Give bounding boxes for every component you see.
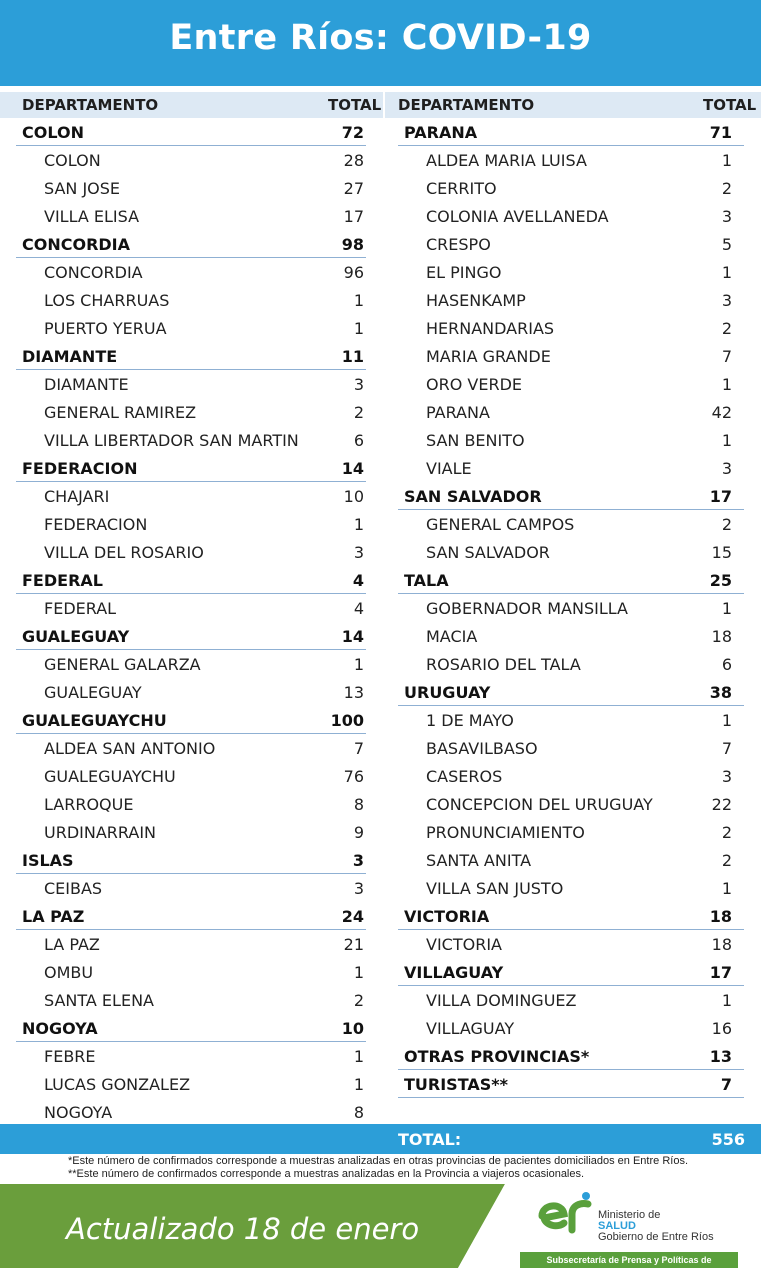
department-name: TALA [404,571,449,590]
locality-name: FEDERACION [44,515,148,534]
department-name: PARANA [404,123,478,142]
department-row [16,706,366,734]
locality-total: 15 [711,543,732,562]
department-row [16,342,366,370]
er-logo-icon [520,1190,596,1240]
locality-name: EL PINGO [426,263,502,282]
locality-name: OMBU [44,963,94,982]
locality-row [398,622,744,650]
locality-row [16,874,366,902]
locality-total: 7 [721,347,732,366]
locality-name: LOS CHARRUAS [44,291,170,310]
locality-name: DIAMANTE [44,375,129,394]
department-row [398,566,744,594]
locality-row [16,286,366,314]
locality-row [398,986,744,1014]
department-name: LA PAZ [22,907,85,926]
locality-row [398,342,744,370]
locality-row [16,790,366,818]
footnotes [68,1155,758,1181]
department-name: OTRAS PROVINCIAS* [404,1047,590,1066]
department-total: 98 [341,235,364,254]
locality-total: 8 [353,795,364,814]
department-row [16,902,366,930]
locality-total: 2 [721,179,732,198]
locality-row [398,286,744,314]
locality-total: 1 [353,291,364,310]
locality-name: SAN BENITO [426,431,525,450]
total-bar [0,1124,761,1154]
locality-total: 7 [721,739,732,758]
locality-name: CERRITO [426,179,497,198]
department-total: 3 [352,851,364,870]
locality-row [398,370,744,398]
locality-name: MACIA [426,627,478,646]
locality-row [398,454,744,482]
total-value: 556 [711,1130,745,1149]
locality-name: VILLAGUAY [426,1019,515,1038]
department-total: 24 [341,907,364,926]
footnote-2: **Este número de confirmados corresponde a muestras analizadas en la Provincia a viajeros ocasionales. [68,1168,585,1180]
locality-name: ROSARIO DEL TALA [426,655,581,674]
locality-total: 3 [721,459,732,478]
department-name: VILLAGUAY [404,963,504,982]
locality-name: SAN JOSE [44,179,121,198]
department-total: 100 [330,711,364,730]
locality-name: MARIA GRANDE [426,347,551,366]
locality-row [398,230,744,258]
locality-total: 3 [721,767,732,786]
locality-row [16,1042,366,1070]
locality-row [398,174,744,202]
locality-row [398,426,744,454]
locality-name: GENERAL GALARZA [44,655,201,674]
department-total: 10 [341,1019,364,1038]
locality-row [398,202,744,230]
department-total: 17 [709,963,732,982]
locality-name: COLON [44,151,101,170]
department-name: VICTORIA [404,907,490,926]
department-row [16,1014,366,1042]
department-row [398,902,744,930]
locality-name: HASENKAMP [426,291,526,310]
locality-name: CONCEPCION DEL URUGUAY [426,795,653,814]
locality-total: 27 [343,179,364,198]
locality-total: 96 [343,263,364,282]
locality-total: 2 [721,319,732,338]
locality-row [16,594,366,622]
locality-row [16,510,366,538]
locality-row [16,818,366,846]
locality-name: CASEROS [426,767,503,786]
locality-total: 1 [721,879,732,898]
column-header-left [0,92,383,118]
footnote-1: *Este número de confirmados corresponde a muestras analizadas en otras provincias de pacientes domiciliados en Entre Ríos. [68,1155,688,1167]
department-total: 14 [341,459,364,478]
locality-name: CRESPO [426,235,491,254]
locality-row [398,734,744,762]
locality-name: 1 DE MAYO [426,711,514,730]
locality-name: VILLA DEL ROSARIO [44,543,204,562]
locality-total: 6 [353,431,364,450]
department-name: GUALEGUAYCHU [22,711,167,730]
locality-name: PRONUNCIAMIENTO [426,823,585,842]
locality-total: 10 [343,487,364,506]
department-name: SAN SALVADOR [404,487,542,506]
locality-row [16,370,366,398]
locality-total: 21 [343,935,364,954]
department-name: FEDERAL [22,571,103,590]
locality-total: 1 [353,515,364,534]
page-title: Entre Ríos: COVID-19 [169,18,592,58]
locality-name: VILLA SAN JUSTO [426,879,564,898]
locality-row [16,1070,366,1098]
locality-total: 13 [343,683,364,702]
locality-row [398,510,744,538]
locality-total: 1 [721,991,732,1010]
locality-total: 1 [353,1047,364,1066]
locality-name: ALDEA MARIA LUISA [426,151,587,170]
locality-row [398,706,744,734]
department-total: 13 [709,1047,732,1066]
locality-row [16,482,366,510]
locality-total: 1 [353,655,364,674]
locality-row [16,146,366,174]
locality-name: PUERTO YERUA [44,319,167,338]
locality-total: 3 [353,543,364,562]
locality-total: 3 [721,207,732,226]
locality-row [16,202,366,230]
locality-row [16,734,366,762]
page-header [0,0,761,86]
department-row [16,622,366,650]
locality-total: 1 [353,1075,364,1094]
department-total: 7 [720,1075,732,1094]
locality-row [398,650,744,678]
department-row [16,846,366,874]
locality-name: ORO VERDE [426,375,522,394]
locality-name: GUALEGUAY [44,683,142,702]
locality-name: LA PAZ [44,935,100,954]
locality-name: COLONIA AVELLANEDA [426,207,609,226]
locality-row [16,174,366,202]
locality-total: 2 [353,991,364,1010]
department-name: TURISTAS** [404,1075,509,1094]
locality-total: 28 [343,151,364,170]
department-name: URUGUAY [404,683,491,702]
locality-row [16,762,366,790]
locality-name: CONCORDIA [44,263,143,282]
subsecretaria-label: Subsecretaría de Prensa y Políticas de Comunicación [520,1252,738,1268]
department-total: 4 [352,571,364,590]
locality-row [398,846,744,874]
department-row [16,230,366,258]
footer [0,1184,761,1280]
locality-row [398,762,744,790]
locality-total: 22 [711,795,732,814]
department-total: 11 [341,347,364,366]
locality-total: 6 [721,655,732,674]
locality-total: 18 [711,935,732,954]
department-total: 17 [709,487,732,506]
locality-name: VIALE [426,459,472,478]
department-name: CONCORDIA [22,235,131,254]
column-header-right [385,92,761,118]
locality-row [16,314,366,342]
department-row [398,1042,744,1070]
locality-total: 7 [353,739,364,758]
locality-row [16,930,366,958]
locality-name: URDINARRAIN [44,823,156,842]
locality-total: 1 [353,963,364,982]
locality-row [398,874,744,902]
department-row [398,1070,744,1098]
locality-name: GUALEGUAYCHU [44,767,176,786]
locality-total: 76 [343,767,364,786]
column-header-total: TOTAL [703,96,757,114]
locality-total: 4 [353,599,364,618]
locality-name: PARANA [426,403,490,422]
locality-total: 3 [721,291,732,310]
department-row [16,118,366,146]
locality-total: 42 [711,403,732,422]
locality-row [398,398,744,426]
locality-total: 2 [353,403,364,422]
locality-total: 1 [353,319,364,338]
department-row [398,118,744,146]
locality-row [398,594,744,622]
department-row [398,678,744,706]
locality-total: 1 [721,375,732,394]
locality-total: 2 [721,851,732,870]
locality-name: GENERAL CAMPOS [426,515,575,534]
locality-row [16,426,366,454]
locality-row [398,1014,744,1042]
locality-total: 3 [353,375,364,394]
locality-total: 16 [711,1019,732,1038]
locality-row [16,958,366,986]
locality-row [16,398,366,426]
locality-total: 8 [353,1103,364,1122]
locality-name: SANTA ELENA [44,991,154,1010]
locality-name: FEBRE [44,1047,96,1066]
locality-total: 1 [721,431,732,450]
department-row [398,958,744,986]
column-header-dept: DEPARTAMENTO [22,96,159,114]
locality-row [398,818,744,846]
department-row [16,454,366,482]
locality-row [398,146,744,174]
locality-total: 2 [721,515,732,534]
department-name: GUALEGUAY [22,627,130,646]
department-total: 18 [709,907,732,926]
locality-name: CEIBAS [44,879,103,898]
locality-row [16,538,366,566]
locality-row [398,314,744,342]
locality-row [16,258,366,286]
locality-total: 3 [353,879,364,898]
locality-row [398,930,744,958]
department-total: 72 [341,123,364,142]
locality-total: 9 [353,823,364,842]
locality-name: ALDEA SAN ANTONIO [44,739,216,758]
locality-name: LUCAS GONZALEZ [44,1075,191,1094]
department-row [398,482,744,510]
locality-name: SAN SALVADOR [426,543,550,562]
column-header-dept: DEPARTAMENTO [398,96,535,114]
locality-name: GENERAL RAMIREZ [44,403,197,422]
locality-name: LARROQUE [44,795,134,814]
department-total: 25 [709,571,732,590]
locality-name: NOGOYA [44,1103,113,1122]
locality-name: GOBERNADOR MANSILLA [426,599,628,618]
department-name: NOGOYA [22,1019,98,1038]
locality-row [16,1098,366,1126]
locality-name: VILLA ELISA [44,207,140,226]
locality-name: VILLA DOMINGUEZ [426,991,577,1010]
locality-total: 17 [343,207,364,226]
locality-total: 1 [721,263,732,282]
locality-total: 1 [721,711,732,730]
ministerio-line: Ministerio de [598,1209,661,1221]
ministerio-salud: SALUD [598,1220,636,1232]
locality-total: 18 [711,627,732,646]
department-name: FEDERACION [22,459,138,478]
department-total: 14 [341,627,364,646]
ministerio-label [598,1210,714,1243]
locality-name: VILLA LIBERTADOR SAN MARTIN [44,431,299,450]
locality-total: 1 [721,599,732,618]
locality-row [398,258,744,286]
locality-row [16,650,366,678]
locality-name: HERNANDARIAS [426,319,555,338]
locality-name: CHAJARI [44,487,110,506]
total-label: TOTAL: [398,1130,462,1149]
column-header-total: TOTAL [328,96,382,114]
locality-name: BASAVILBASO [426,739,538,758]
department-total: 71 [709,123,732,142]
department-name: COLON [22,123,84,142]
locality-row [16,986,366,1014]
ministerio-gobierno: Gobierno de Entre Ríos [598,1231,714,1243]
locality-total: 2 [721,823,732,842]
locality-total: 5 [721,235,732,254]
locality-total: 1 [721,151,732,170]
updated-date: Actualizado 18 de enero [66,1212,420,1246]
department-name: DIAMANTE [22,347,118,366]
locality-name: VICTORIA [426,935,502,954]
locality-row [398,538,744,566]
locality-name: SANTA ANITA [426,851,532,870]
department-total: 38 [709,683,732,702]
department-name: ISLAS [22,851,74,870]
locality-row [16,678,366,706]
locality-name: FEDERAL [44,599,117,618]
department-row [16,566,366,594]
locality-row [398,790,744,818]
